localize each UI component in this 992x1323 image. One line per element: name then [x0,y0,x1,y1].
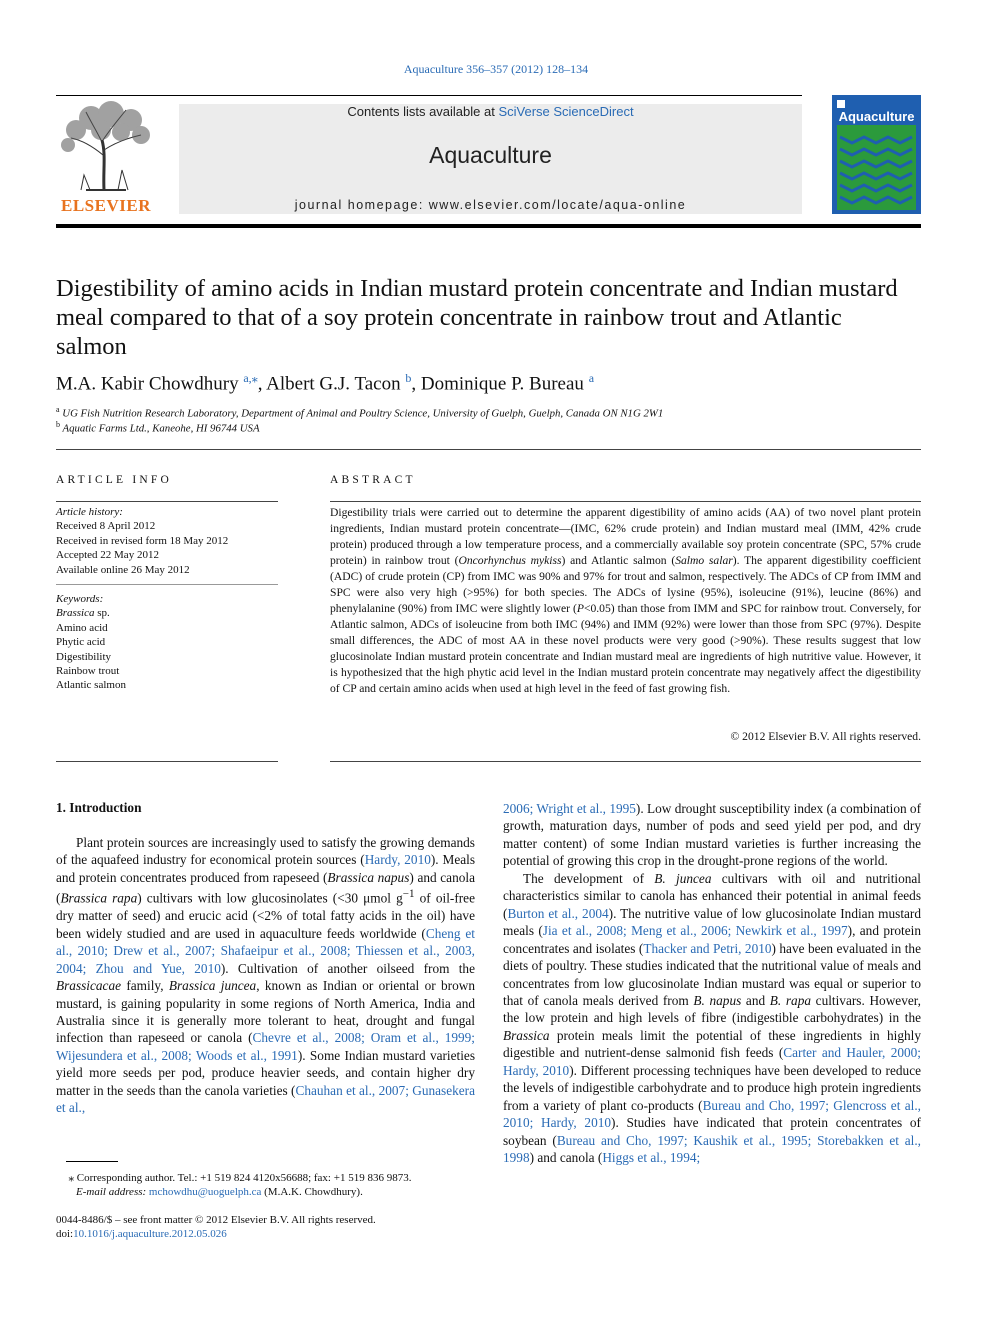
citation-link[interactable]: Thacker and Petri, 2010 [643,940,772,956]
affiliation-rule [56,449,921,450]
header-rule-top [56,95,802,96]
corresponding-author-mark[interactable]: ⁎ [251,371,258,385]
affiliation-mark: a [56,405,60,414]
affiliation-text: UG Fish Nutrition Research Laboratory, Department of Animal and Poultry Science, University of Guelph, Guelph, Canada ON N1G 2W1 [62,407,664,420]
body-column-left [56,834,475,1117]
affiliation-text: Aquatic Farms Ltd., Kaneohe, HI 96744 USA [62,422,260,435]
footnote-email [56,1186,496,1198]
article-title: Digestibility of amino acids in Indian mustard protein concentrate and Indian mustard meal compared to that of a soy protein concentrate in rainbow trout and Atlantic salmon [56,275,898,360]
history-revised: Received in revised form 18 May 2012 [56,534,229,547]
journal-citation[interactable]: Aquaculture 356–357 (2012) 128–134 [403,62,589,76]
citation-link[interactable]: Jia et al., 2008; Meng et al., 2006; Newkirk et al., 1997 [542,923,848,939]
doi-prefix: doi: [56,1228,74,1240]
keyword [56,606,278,620]
citation-link[interactable]: Carter and Hauler, 2000; Hardy, 2010 [503,1045,921,1078]
history-online: Available online 26 May 2012 [56,563,190,576]
journal-cover-thumbnail[interactable] [832,95,921,214]
header-rule-bottom [56,224,921,228]
footnote-rule [66,1161,118,1162]
keyword: Digestibility [56,650,111,663]
doi-link[interactable]: 10.1016/j.aquaculture.2012.05.026 [73,1228,227,1240]
author-name[interactable]: M.A. Kabir Chowdhury [56,373,239,395]
email-tail: (M.A.K. Chowdhury). [261,1186,363,1198]
abstract-bottom-rule [330,761,921,762]
abstract-heading: ABSTRACT [330,474,416,486]
contents-line [179,104,802,119]
affiliation-a [56,405,916,420]
footnote-corresponding-author [56,1171,476,1184]
author-affiliation-mark[interactable]: a, [243,371,252,385]
citation-link[interactable]: Hardy, 2010 [364,852,431,868]
email-link[interactable]: mchowdhu@uoguelph.ca [148,1186,262,1198]
article-history [56,505,278,577]
citation-link[interactable]: Higgs et al., 1994; [602,1150,701,1166]
keyword: Atlantic salmon [56,679,126,692]
abstract-rule [330,501,921,502]
affiliation-mark: b [56,420,60,429]
elsevier-tree-icon [56,100,156,195]
author-list [56,371,916,395]
citation-link[interactable]: Bureau and Cho, 1997; Glencross et al., 2010; Hardy, 2010 [503,1097,921,1131]
sciencedirect-link[interactable]: SciVerse ScienceDirect [498,104,634,119]
author-separator: , [257,373,267,395]
keyword: Phytic acid [56,636,106,649]
article-info-heading: ARTICLE INFO [56,474,172,486]
history-accepted: Accepted 22 May 2012 [56,549,159,562]
citation-link[interactable]: Chauhan et al., 2007; Gunasekera et al., [56,1082,476,1116]
body-paragraph: The development of B. juncea cultivars with oil and nutritional characteristics similar to canola has enhanced their potential in animal feeds (Burton et al., 2004). The nutritive value of low glucosinolate Indian mustard meals (Jia et al., 2008; Meng et al., 2006; Newkirk et al., 1997), and protein concentrates and isolates (Thacker and Petri, 2010) have been evaluated in the diets of poultry. These studies indicated that the nutritional value of meals and concentrates from low glucosinolate Indian mustard was equal or superior to that of canola meals derived from B. napus and B. rapa cultivars. However, the low protein and high levels of fibre (indigestible carbohydrates) in the Brassica protein meals limit the potential of these ingredients in highly digestible and nutrient-dense salmonid fish feeds (Carter and Hauler, 2000; Hardy, 2010). Different processing techniques have been developed to reduce the levels of indigestible carbohydrate and to produce high protein ingredients from a variety of plant co-products (Bureau and Cho, 1997; Glencross et al., 2010; Hardy, 2010). Studies have indicated that protein concentrates of soybean (Bureau and Cho, 1997; Kaushik et al., 1995; Storebakken et al., 1998) and canola (Higgs et al., 1994; [503,870,921,1166]
keywords-label: Keywords: [56,593,104,605]
keywords [56,592,278,693]
issn-line: 0044-8486/$ – see front matter © 2012 Elsevier B.V. All rights reserved. [56,1214,376,1226]
keyword-tail: sp. [94,607,110,620]
section-heading-introduction: 1. Introduction [56,800,142,815]
body-paragraph: 2006; Wright et al., 1995). Low drought susceptibility index (a combination of growth, maturation days, number of pods and seed yield per pod, and dry matter content) of some Indian mustard varieties is further increasing the potential of growing this crop in the drought-prone regions of the world. [503,801,922,869]
article-info-bottom-rule [56,761,278,762]
keyword: Rainbow trout [56,665,120,678]
body-paragraph: Plant protein sources are increasingly used to satisfy the growing demands of the aquafeed industry for economical protein sources (Hardy, 2010). Meals and protein concentrates produced from rapeseed (Brassica napus) and canola (Brassica rapa) cultivars with low glucosinolates (<30 μmol $g^{-1}$ of oil-free dry matter of seed) and erucic acid (<2% of total fatty acids in the oil) have been widely studied and are used in aquaculture feeds worldwide (Cheng et al., 2010; Drew et al., 2007; Shafaeipur et al., 2008; Thiessen et al., 2003, 2004; Zhou and Yue, 2010). Cultivation of another oilseed from the Brassicacae family, Brassica juncea, known as Indian or oriental or brown mustard, is gaining popularity in some regions of North America, India and Australia since it is generally more tolerant to heat, drought and fungal infection than rapeseed or canola (Chevre et al., 2008; Oram et al., 1999; Wijesundera et al., 2008; Woods et al., 1991). Some Indian mustard varieties yield more seeds per pod, produce heavier seeds, and contain higher dry matter in the seeds than the canola varieties (Chauhan et al., 2007; Gunasekera et al., [56,835,476,1116]
copyright-notice: © 2012 Elsevier B.V. All rights reserved. [730,730,921,743]
author-separator: , [411,373,421,395]
cover-title: Aquaculture [838,109,915,124]
elsevier-wordmark: ELSEVIER [61,196,151,215]
journal-header-box [179,104,802,214]
article-info-rule [56,501,278,502]
history-received: Received 8 April 2012 [56,520,156,533]
journal-homepage[interactable]: journal homepage: www.elsevier.com/locate/aqua-online [294,198,687,212]
history-label: Article history: [56,506,123,518]
footnote-contact: Corresponding author. Tel.: +1 519 824 4120x56688; fax: +1 519 836 9873. [76,1172,412,1184]
citation-link[interactable]: 2006; Wright et al., 1995 [503,801,636,816]
email-label: E-mail address: [76,1186,147,1198]
citation-link[interactable]: Burton et al., 2004 [507,905,609,921]
author-name[interactable]: Albert G.J. Tacon [266,373,401,395]
author-name[interactable]: Dominique P. Bureau [420,373,584,395]
abstract-text: Digestibility trials were carried out to determine the apparent digestibility of amino acids (AA) of two novel plant protein ingredients, Indian mustard protein concentrate—(IMC, 62% crude protein) and Indian mustard meal (IMM, 42% crude protein) produced through a low temperature process, and a commercially available soy protein concentrate (SPC, 57% crude protein) in rainbow trout (Oncorhynchus mykiss) and Atlantic salmon (Salmo salar). The apparent digestibility coefficient (ADC) of crude protein (CP) from IMC was 90% and 97% for trout and salmon, respectively. The ADCs of CP from IMM and SPC were also very high (>95%) for both species. The ADCs of lysine (95%), isoleucine (91%), leucine (86%) and phenylalanine (90%) from IMC were slightly lower (P<0.05) than those from IMM and SPC for rainbow trout. Conversely, for Atlantic salmon, ADCs of isoleucine from both IMC (94%) and IMM (92%) were lower than those from SPC (97%). Despite small differences, the ADC of most AA in these novel products were very good (>90%). These results suggest that low glucosinolate Indian mustard protein concentrate and Indian mustard meal are ingredients of high nutritive value. However, it is hypothesized that the high phytic acid level in the Indian mustard protein concentrate may negatively affect the digestibility of CP and certain amino acids when used at high level in the feed of fast growing fish. [330,506,921,695]
doi-line [56,1228,476,1240]
author-affiliation-mark[interactable]: b [405,371,412,385]
author-affiliation-mark[interactable]: a [588,371,595,385]
journal-name: Aquaculture [429,142,552,168]
elsevier-logo[interactable] [56,100,156,215]
keyword-genus: Brassica [56,607,95,620]
body-column-right [503,800,921,1167]
citation-link[interactable]: Bureau and Cho, 1997; Kaushik et al., 1995; Storebakken et al., 1998 [503,1132,921,1166]
citation-link[interactable]: Cheng et al., 2010; Drew et al., 2007; Shafaeipur et al., 2008; Thiessen et al., 2003, 2004; Zhou and Yue, 2010 [56,925,476,976]
citation-link[interactable]: Chevre et al., 2008; Oram et al., 1999; Wijesundera et al., 2008; Woods et al., 1991 [56,1030,475,1063]
footnote-star: ⁎ [68,1172,74,1184]
history-rule [56,584,278,585]
keyword: Amino acid [56,621,108,634]
contents-prefix: Contents lists available at [347,104,499,119]
affiliation-b [56,420,916,435]
